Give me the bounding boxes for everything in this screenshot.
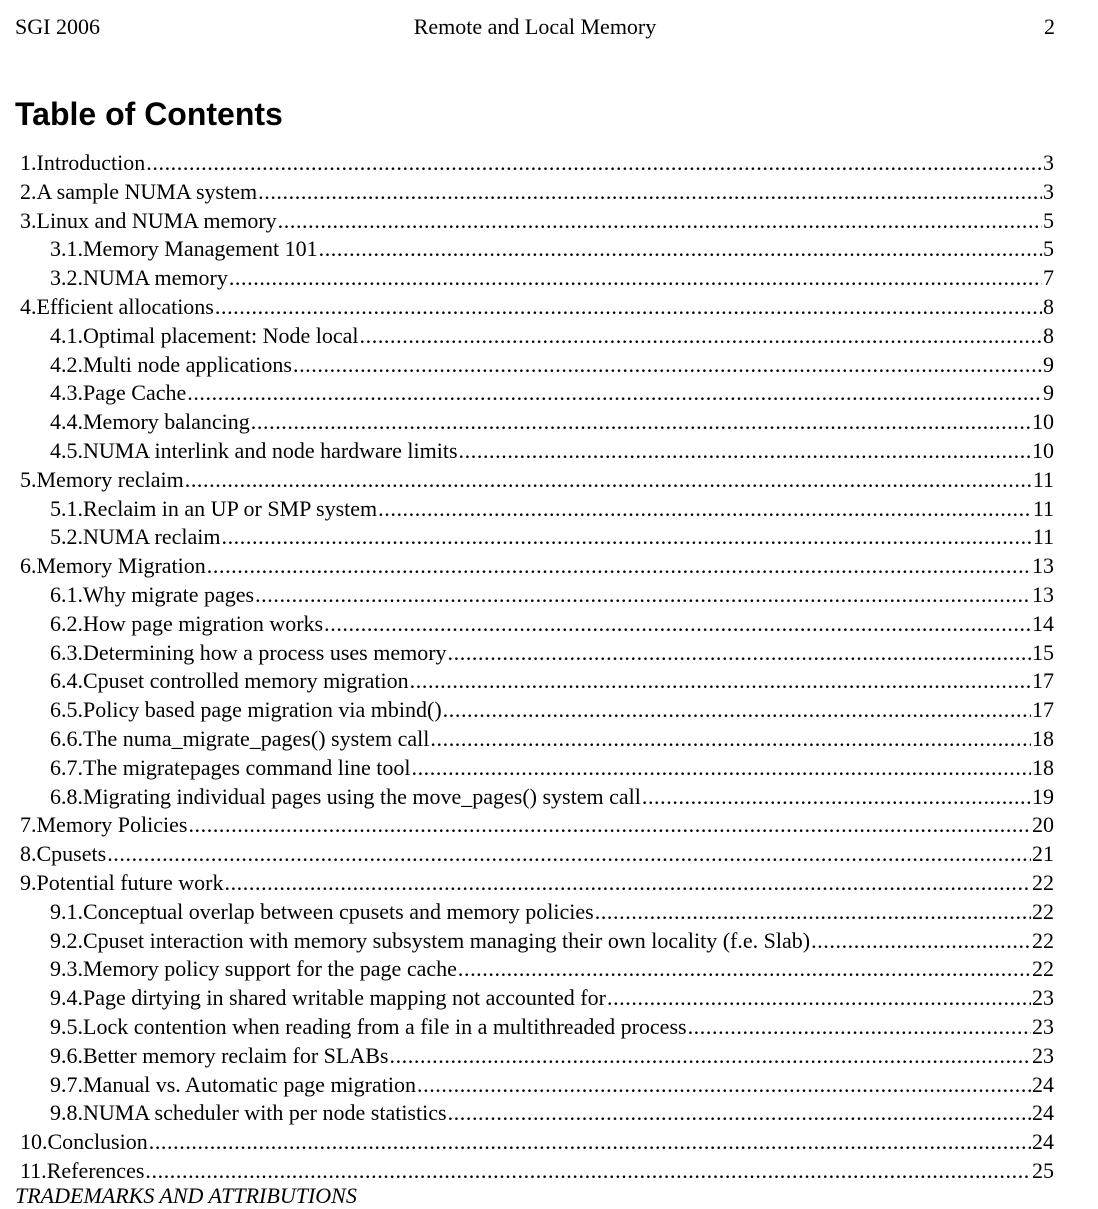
toc-entry-title: A sample NUMA system	[36, 178, 258, 204]
toc-dot-leader	[221, 523, 1031, 552]
toc-entry[interactable]	[20, 696, 1054, 725]
toc-entry-page-number: 23	[1032, 985, 1054, 1011]
toc-entry-title: Optimal placement: Node local	[83, 322, 359, 348]
toc-entry-number: 5.1.	[50, 495, 83, 521]
toc-entry-page-number: 17	[1032, 668, 1054, 694]
toc-entry-page-number: 11	[1032, 524, 1054, 550]
toc-entry-page-number: 9	[1043, 380, 1054, 406]
toc-entry-number: 2.	[20, 178, 37, 204]
toc-entry-page-number: 10	[1032, 437, 1054, 463]
toc-entry-number: 8.	[20, 841, 37, 867]
toc-dot-leader	[360, 322, 1042, 351]
toc-entry[interactable]	[20, 1157, 1054, 1186]
toc-entry-number: 4.3.	[50, 380, 83, 406]
toc-dot-leader	[215, 293, 1042, 322]
toc-entry-page-number: 8	[1043, 293, 1054, 319]
toc-dot-leader	[251, 408, 1031, 437]
toc-entry-title: Potential future work	[36, 869, 224, 895]
toc-entry[interactable]	[20, 811, 1054, 840]
toc-entry-page-number: 11	[1032, 466, 1054, 492]
toc-entry-page-number: 13	[1032, 553, 1054, 579]
toc-entry-title: Manual vs. Automatic page migration	[83, 1071, 416, 1097]
toc-entry-page-number: 14	[1032, 610, 1054, 636]
toc-entry-number: 5.2.	[50, 524, 83, 550]
toc-dot-leader	[293, 351, 1042, 380]
toc-entry-number: 3.1.	[50, 236, 83, 262]
toc-entry-page-number: 22	[1032, 898, 1054, 924]
toc-entry-number: 6.2.	[50, 610, 83, 636]
toc-entry[interactable]	[20, 235, 1054, 264]
toc-entry[interactable]	[20, 984, 1054, 1013]
toc-dot-leader	[410, 667, 1031, 696]
toc-entry[interactable]	[20, 840, 1054, 869]
toc-entry-title: Memory Management 101	[83, 236, 318, 262]
toc-dot-leader	[207, 552, 1031, 581]
table-of-contents	[20, 149, 1054, 1186]
toc-entry-title: Multi node applications	[83, 351, 292, 377]
toc-dot-leader	[255, 581, 1031, 610]
toc-dot-leader	[642, 783, 1031, 812]
toc-entry-number: 3.	[20, 207, 37, 233]
toc-entry-title: Page Cache	[83, 380, 187, 406]
toc-entry-title: Cpusets	[36, 841, 107, 867]
toc-entry-number: 9.6.	[50, 1042, 83, 1068]
toc-entry-page-number: 24	[1032, 1071, 1054, 1097]
toc-entry-page-number: 5	[1043, 207, 1054, 233]
toc-entry-page-number: 23	[1032, 1013, 1054, 1039]
toc-entry[interactable]	[20, 178, 1054, 207]
toc-entry[interactable]	[20, 379, 1054, 408]
toc-entry[interactable]	[20, 149, 1054, 178]
toc-dot-leader	[607, 984, 1031, 1013]
toc-entry-number: 9.8.	[50, 1100, 83, 1126]
toc-entry-page-number: 7	[1043, 265, 1054, 291]
toc-entry-page-number: 21	[1032, 841, 1054, 867]
toc-entry[interactable]	[20, 1071, 1054, 1100]
toc-entry-number: 6.8.	[50, 783, 83, 809]
toc-entry-number: 9.5.	[50, 1013, 83, 1039]
toc-dot-leader	[107, 840, 1031, 869]
toc-entry[interactable]	[20, 927, 1054, 956]
toc-dot-leader	[417, 1071, 1031, 1100]
toc-entry-number: 6.7.	[50, 754, 83, 780]
toc-entry-page-number: 9	[1043, 351, 1054, 377]
toc-entry-number: 9.1.	[50, 898, 83, 924]
toc-entry[interactable]	[20, 408, 1054, 437]
toc-dot-leader	[145, 1157, 1031, 1186]
toc-entry[interactable]	[20, 495, 1054, 524]
toc-entry-number: 9.7.	[50, 1071, 83, 1097]
toc-entry-number: 4.5.	[50, 437, 83, 463]
header-document-title: Remote and Local Memory	[413, 14, 657, 39]
toc-entry[interactable]	[20, 523, 1054, 552]
toc-entry-page-number: 8	[1043, 322, 1054, 348]
toc-dot-leader	[448, 639, 1031, 668]
toc-entry[interactable]	[20, 437, 1054, 466]
toc-entry-number: 4.2.	[50, 351, 83, 377]
toc-entry-title: Memory policy support for the page cache	[83, 956, 457, 982]
toc-entry-number: 11.	[20, 1157, 47, 1183]
toc-dot-leader	[448, 1099, 1031, 1128]
toc-entry-title: How page migration works	[83, 610, 324, 636]
toc-entry-page-number: 22	[1032, 927, 1054, 953]
header-left-text: SGI 2006	[15, 14, 100, 39]
toc-entry-page-number: 23	[1032, 1042, 1054, 1068]
toc-entry-page-number: 22	[1032, 869, 1054, 895]
toc-entry-page-number: 10	[1032, 409, 1054, 435]
toc-entry-title: References	[46, 1157, 145, 1183]
toc-entry-title: Introduction	[36, 150, 146, 175]
toc-entry-title: NUMA interlink and node hardware limits	[83, 437, 458, 463]
toc-dot-leader	[595, 898, 1031, 927]
toc-dot-leader	[188, 811, 1031, 840]
toc-entry-number: 6.5.	[50, 697, 83, 723]
toc-entry-number: 1.	[20, 150, 37, 175]
toc-entry-title: Reclaim in an UP or SMP system	[83, 495, 378, 521]
toc-entry-title: NUMA reclaim	[83, 524, 221, 550]
toc-dot-leader	[319, 235, 1042, 264]
toc-dot-leader	[443, 696, 1031, 725]
toc-entry-page-number: 18	[1032, 725, 1054, 751]
toc-entry-title: NUMA memory	[83, 265, 228, 291]
toc-entry[interactable]	[20, 581, 1054, 610]
toc-entry-page-number: 11	[1032, 495, 1054, 521]
toc-entry-page-number: 22	[1032, 956, 1054, 982]
toc-entry[interactable]	[20, 1013, 1054, 1042]
toc-entry-title: Better memory reclaim for SLABs	[83, 1042, 389, 1068]
toc-entry-number: 7.	[20, 812, 37, 838]
toc-entry-page-number: 18	[1032, 754, 1054, 780]
toc-entry-page-number: 17	[1032, 697, 1054, 723]
toc-entry-title: Cpuset interaction with memory subsystem managing their own locality (f.e. Slab)	[83, 927, 811, 953]
toc-entry-title: Memory Migration	[36, 553, 206, 579]
toc-entry-title: Efficient allocations	[36, 293, 214, 319]
toc-entry[interactable]	[20, 293, 1054, 322]
toc-dot-leader	[811, 927, 1031, 956]
toc-entry[interactable]	[20, 955, 1054, 984]
toc-entry[interactable]	[20, 639, 1054, 668]
toc-entry-number: 6.3.	[50, 639, 83, 665]
toc-dot-leader	[146, 149, 1042, 178]
toc-entry-title: Lock contention when reading from a file in a multithreaded process	[83, 1013, 687, 1039]
toc-entry-title: NUMA scheduler with per node statistics	[83, 1100, 447, 1126]
toc-dot-leader	[258, 178, 1042, 207]
toc-entry[interactable]	[20, 552, 1054, 581]
toc-entry-title: Memory reclaim	[36, 466, 184, 492]
toc-entry-title: Page dirtying in shared writable mapping not accounted for	[83, 985, 606, 1011]
toc-dot-leader	[278, 207, 1042, 236]
toc-entry-title: Why migrate pages	[83, 581, 255, 607]
toc-entry-page-number: 15	[1032, 639, 1054, 665]
page-header	[15, 14, 1055, 44]
toc-entry[interactable]	[20, 322, 1054, 351]
toc-entry-title: Memory Policies	[36, 812, 188, 838]
toc-entry-title: The numa_migrate_pages() system call	[83, 725, 430, 751]
toc-entry[interactable]	[20, 783, 1054, 812]
toc-dot-leader	[411, 754, 1031, 783]
toc-entry[interactable]	[20, 667, 1054, 696]
toc-entry-title: Conclusion	[47, 1129, 148, 1155]
toc-dot-leader	[459, 437, 1031, 466]
toc-entry[interactable]	[20, 351, 1054, 380]
toc-entry-title: Linux and NUMA memory	[36, 207, 277, 233]
toc-entry-number: 9.	[20, 869, 37, 895]
toc-entry-number: 6.6.	[50, 725, 83, 751]
toc-entry-number: 4.4.	[50, 409, 83, 435]
toc-entry-page-number: 24	[1032, 1100, 1054, 1126]
toc-dot-leader	[430, 725, 1031, 754]
toc-dot-leader	[378, 495, 1032, 524]
toc-entry[interactable]	[20, 264, 1054, 293]
toc-entry-number: 3.2.	[50, 265, 83, 291]
toc-entry-title: Policy based page migration via mbind()	[83, 697, 442, 723]
toc-entry-title: Conceptual overlap between cpusets and memory policies	[83, 898, 594, 924]
toc-entry-page-number: 13	[1032, 581, 1054, 607]
toc-dot-leader	[185, 466, 1032, 495]
toc-entry[interactable]	[20, 466, 1054, 495]
toc-entry-title: Determining how a process uses memory	[83, 639, 447, 665]
toc-entry-page-number: 20	[1032, 812, 1054, 838]
toc-entry-title: Migrating individual pages using the move_pages() system call	[83, 783, 641, 809]
toc-entry-title: Cpuset controlled memory migration	[83, 668, 409, 694]
toc-dot-leader	[688, 1013, 1031, 1042]
toc-dot-leader	[389, 1042, 1031, 1071]
toc-dot-leader	[324, 610, 1031, 639]
toc-entry-number: 9.3.	[50, 956, 83, 982]
toc-entry-title: Memory balancing	[83, 409, 250, 435]
toc-dot-leader	[458, 955, 1031, 984]
toc-entry-page-number: 25	[1032, 1157, 1054, 1183]
toc-dot-leader	[229, 264, 1042, 293]
toc-entry-page-number: 24	[1032, 1129, 1054, 1155]
toc-entry[interactable]	[20, 1042, 1054, 1071]
toc-entry-number: 10.	[20, 1129, 48, 1155]
trademarks-heading: TRADEMARKS AND ATTRIBUTIONS	[15, 1183, 357, 1208]
toc-entry-page-number: 5	[1043, 236, 1054, 262]
toc-entry[interactable]	[20, 1128, 1054, 1157]
toc-entry-page-number: 19	[1032, 783, 1054, 809]
toc-entry[interactable]	[20, 610, 1054, 639]
toc-entry-page-number: 3	[1043, 150, 1054, 175]
toc-dot-leader	[224, 869, 1031, 898]
toc-entry[interactable]	[20, 869, 1054, 898]
toc-entry-number: 6.4.	[50, 668, 83, 694]
toc-entry-number: 4.	[20, 293, 37, 319]
toc-entry-number: 6.	[20, 553, 37, 579]
toc-entry[interactable]	[20, 754, 1054, 783]
toc-entry-page-number: 3	[1043, 178, 1054, 204]
toc-entry[interactable]	[20, 725, 1054, 754]
header-page-number: 2	[1044, 14, 1055, 39]
toc-entry-number: 5.	[20, 466, 37, 492]
toc-entry-title: The migratepages command line tool	[83, 754, 411, 780]
toc-entry-number: 4.1.	[50, 322, 83, 348]
toc-dot-leader	[187, 379, 1042, 408]
toc-entry[interactable]	[20, 898, 1054, 927]
toc-dot-leader	[149, 1128, 1031, 1157]
toc-entry[interactable]	[20, 207, 1054, 236]
toc-entry[interactable]	[20, 1099, 1054, 1128]
toc-entry-number: 9.4.	[50, 985, 83, 1011]
toc-entry-number: 9.2.	[50, 927, 83, 953]
toc-title: Table of Contents	[15, 96, 283, 132]
toc-entry-number: 6.1.	[50, 581, 83, 607]
